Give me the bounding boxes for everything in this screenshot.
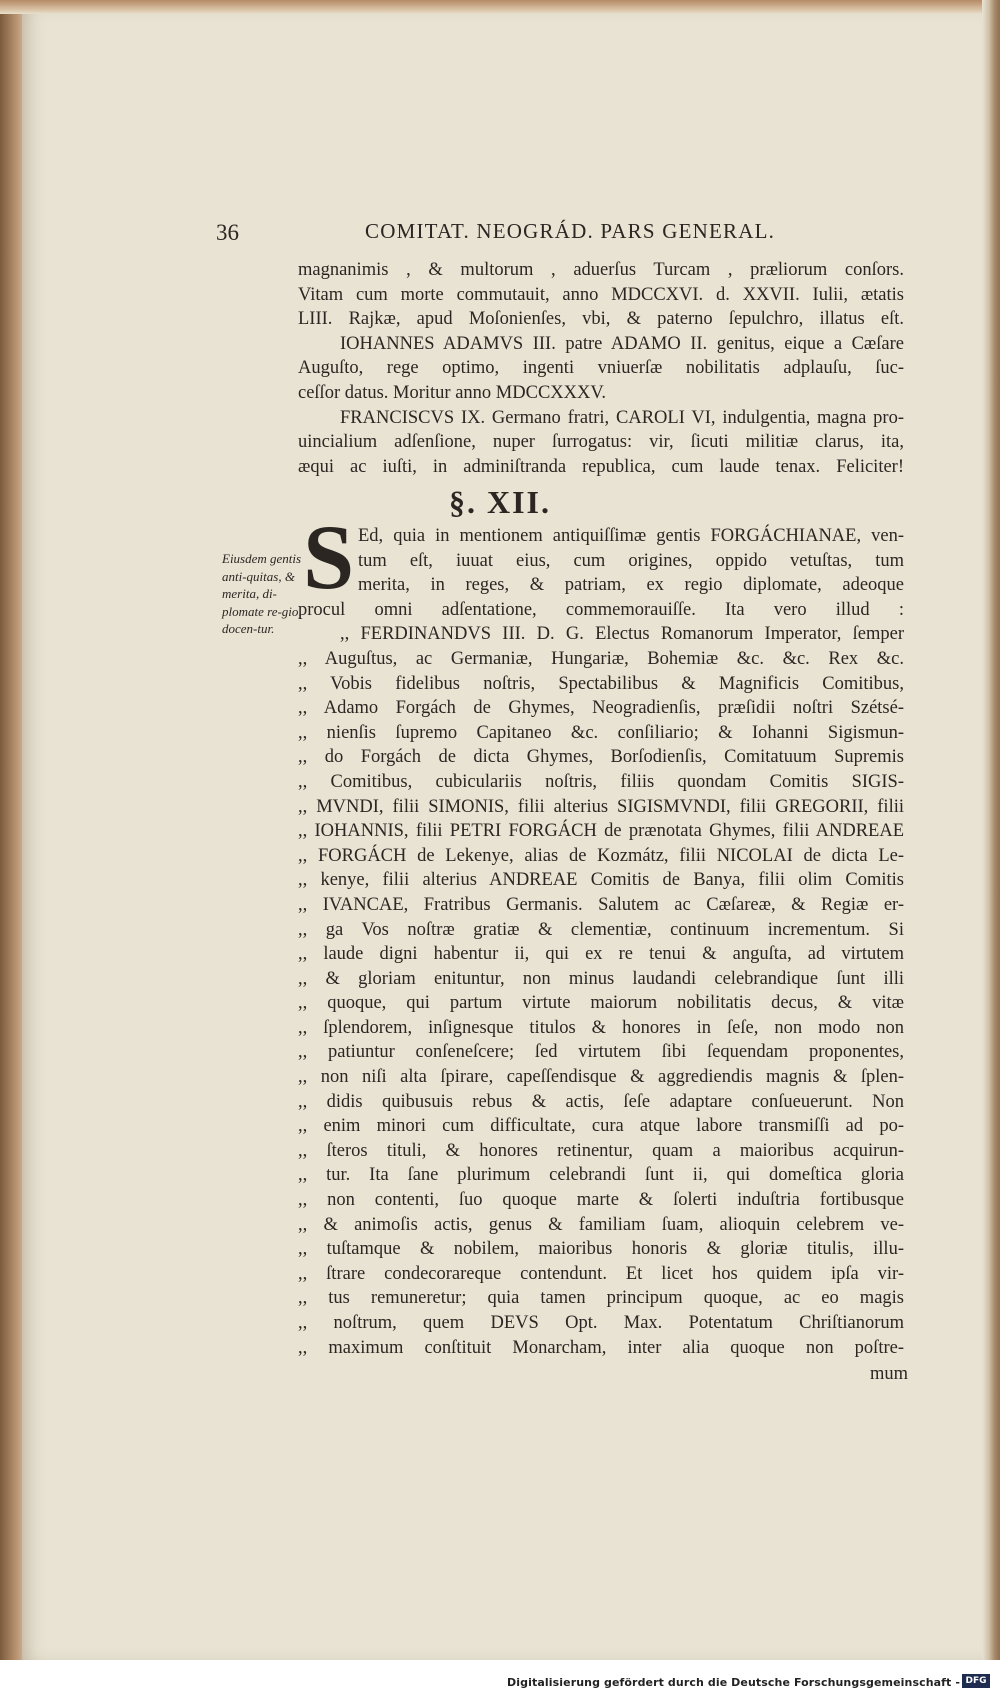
digitization-credit: Digitalisierung gefördert durch die Deutsche Forschungsgemeinschaft - [507, 1676, 960, 1689]
text-line: ,, ſplendorem, inſignesque titulos & honores in ſeſe, non modo non [298, 1017, 904, 1038]
text-line: ,, tuſtamque & nobilem, maioribus honoris & gloriæ titulis, illu- [298, 1239, 904, 1260]
text-line: ,, nienſis ſupremo Capitaneo &c. conſiliario; & Iohanni Sigismun- [298, 722, 904, 743]
text-line: ,, quoque, qui partum virtute maiorum nobilitatis decus, & vitæ [298, 993, 904, 1014]
text-line: ,, noſtrum, quem DEVS Opt. Max. Potentatum Chriſtianorum [298, 1313, 904, 1333]
text-line: ,, do Forgách de dicta Ghymes, Borſodienſis, Comitatuum Supremis [298, 747, 904, 768]
text-line: IOHANNES ADAMVS III. patre ADAMO II. genitus, eique a Cæſare [340, 333, 904, 354]
page-right-edge [982, 0, 1000, 1660]
text-line: ,, ſtrare condecorareque contendunt. Et licet hos quidem ipſa vir- [298, 1263, 904, 1284]
text-line: ,, laude digni habentur ii, qui ex re tenui & anguſta, ad virtutem [298, 944, 904, 965]
text-line: ,, FORGÁCH de Lekenye, alias de Kozmátz, filii NICOLAI de dicta Le- [298, 845, 904, 866]
text-line: ,, IOHANNIS, filii PETRI FORGÁCH de prænotata Ghymes, filii ANDREAE [298, 821, 904, 842]
text-line: ,, patiuntur conſeneſcere; ſed virtutem ſibi ſequendam proponentes, [298, 1042, 904, 1063]
text-line: ,, IVANCAE, Fratribus Germanis. Salutem ac Cæſareæ, & Regiæ er- [298, 894, 904, 915]
text-line: Ed, quia in mentionem antiquiſſimæ gentis FORGÁCHIANAE, ven- [358, 526, 904, 546]
text-line: ,, non contenti, ſuo quoque marte & ſolerti induſtria fortibusque [298, 1190, 904, 1211]
drop-cap: S [303, 506, 355, 608]
text-line: ,, tur. Ita ſane plurimum celebrandi ſunt ii, qui domeſtica gloria [298, 1165, 904, 1186]
top-text-block [298, 258, 904, 479]
text-line: ,, & animoſis actis, genus & familiam ſuam, alioquin celebrem ve- [298, 1214, 904, 1235]
text-line: ,, enim minori cum difficultate, cura atque labore transmiſſi ad po- [298, 1116, 904, 1137]
text-line: FRANCISCVS IX. Germano fratri, CAROLI VI, indulgentia, magna pro- [340, 407, 904, 428]
dfg-logo: DFG [962, 1674, 990, 1688]
text-line: æqui ac iuſti, in adminiſtranda republica, cum laude tenax. Feliciter! [298, 456, 904, 477]
text-line: ,, maximum conſtituit Monarcham, inter alia quoque non poſtre- [298, 1337, 904, 1358]
text-line: ,, MVNDI, filii SIMONIS, filii alterius SIGISMVNDI, filii GREGORII, filii [298, 796, 904, 817]
page-number: 36 [216, 220, 239, 245]
running-head: COMITAT. NEOGRÁD. PARS GENERAL. [365, 219, 776, 243]
text-line: ,, non niſi alta ſpirare, capeſſendisque & aggrediendis magnis & ſplen- [298, 1067, 904, 1088]
marginal-note: Eiusdem gentis anti-quitas, & merita, di-plomate re-gio, docen-tur. [222, 551, 302, 636]
text-line: procul omni adſentatione, commemorauiſſe. Ita vero illud : [298, 599, 904, 620]
text-line: ,, tus remuneretur; quia tamen principum quoque, ac eo magis [298, 1288, 904, 1309]
text-line: LIII. Rajkæ, apud Moſonienſes, vbi, & paterno ſepulchro, illatus eſt. [298, 309, 904, 330]
text-line: tum eſt, iuuat eius, cum origines, oppido vetuſtas, tum [358, 550, 904, 571]
text-line: Vitam cum morte commutauit, anno MDCCXVI. d. XXVII. Iulii, ætatis [298, 284, 904, 305]
text-line: ,, didis quibusuis rebus & actis, ſeſe adaptare conſueuerunt. Non [298, 1091, 904, 1112]
text-line: magnanimis , & multorum , aduerſus Turcam , præliorum conſors. [298, 260, 904, 280]
text-line: ,, & gloriam enituntur, non minus laudandi celebrandique ſunt illi [298, 968, 904, 989]
text-line: ceſſor datus. Moritur anno MDCCXXXV. [298, 382, 606, 403]
text-line: ,, Auguſtus, ac Germaniæ, Hungariæ, Bohemiæ &c. &c. Rex &c. [298, 648, 904, 669]
catchword: mum [869, 1364, 908, 1384]
text-line: ,, kenye, filii alterius ANDREAE Comitis de Banya, filii olim Comitis [298, 870, 904, 891]
body-text-block [298, 524, 904, 1360]
book-top-edge [0, 0, 1000, 14]
section-heading: §. XII. [448, 484, 551, 520]
text-line: ,, FERDINANDVS III. D. G. Electus Romanorum Imperator, ſemper [340, 624, 904, 645]
text-line: ,, ſteros tituli, & honores retinentur, quam a maioribus acquirun- [298, 1140, 904, 1161]
text-line: ,, Vobis fidelibus noſtris, Spectabilibus & Magnificis Comitibus, [298, 673, 904, 694]
text-line: ,, Adamo Forgách de Ghymes, Neogradienſis, præſidii noſtri Szétsé- [298, 698, 904, 719]
text-line: uincialium adſenſione, nuper ſurrogatus: vir, ſicuti militiæ clarus, ita, [298, 432, 904, 453]
text-line: ,, Comitibus, cubiculariis noſtris, filiis quondam Comitis SIGIS- [298, 771, 904, 792]
text-line: merita, in reges, & patriam, ex regio diplomate, adeoque [358, 575, 904, 596]
text-line: Auguſto, rege optimo, ingenti vniuerſæ nobilitatis adplauſu, ſuc- [298, 358, 904, 379]
text-line: ,, ga Vos noſtræ gratiæ & clementiæ, continuum incrementum. Si [298, 919, 904, 940]
